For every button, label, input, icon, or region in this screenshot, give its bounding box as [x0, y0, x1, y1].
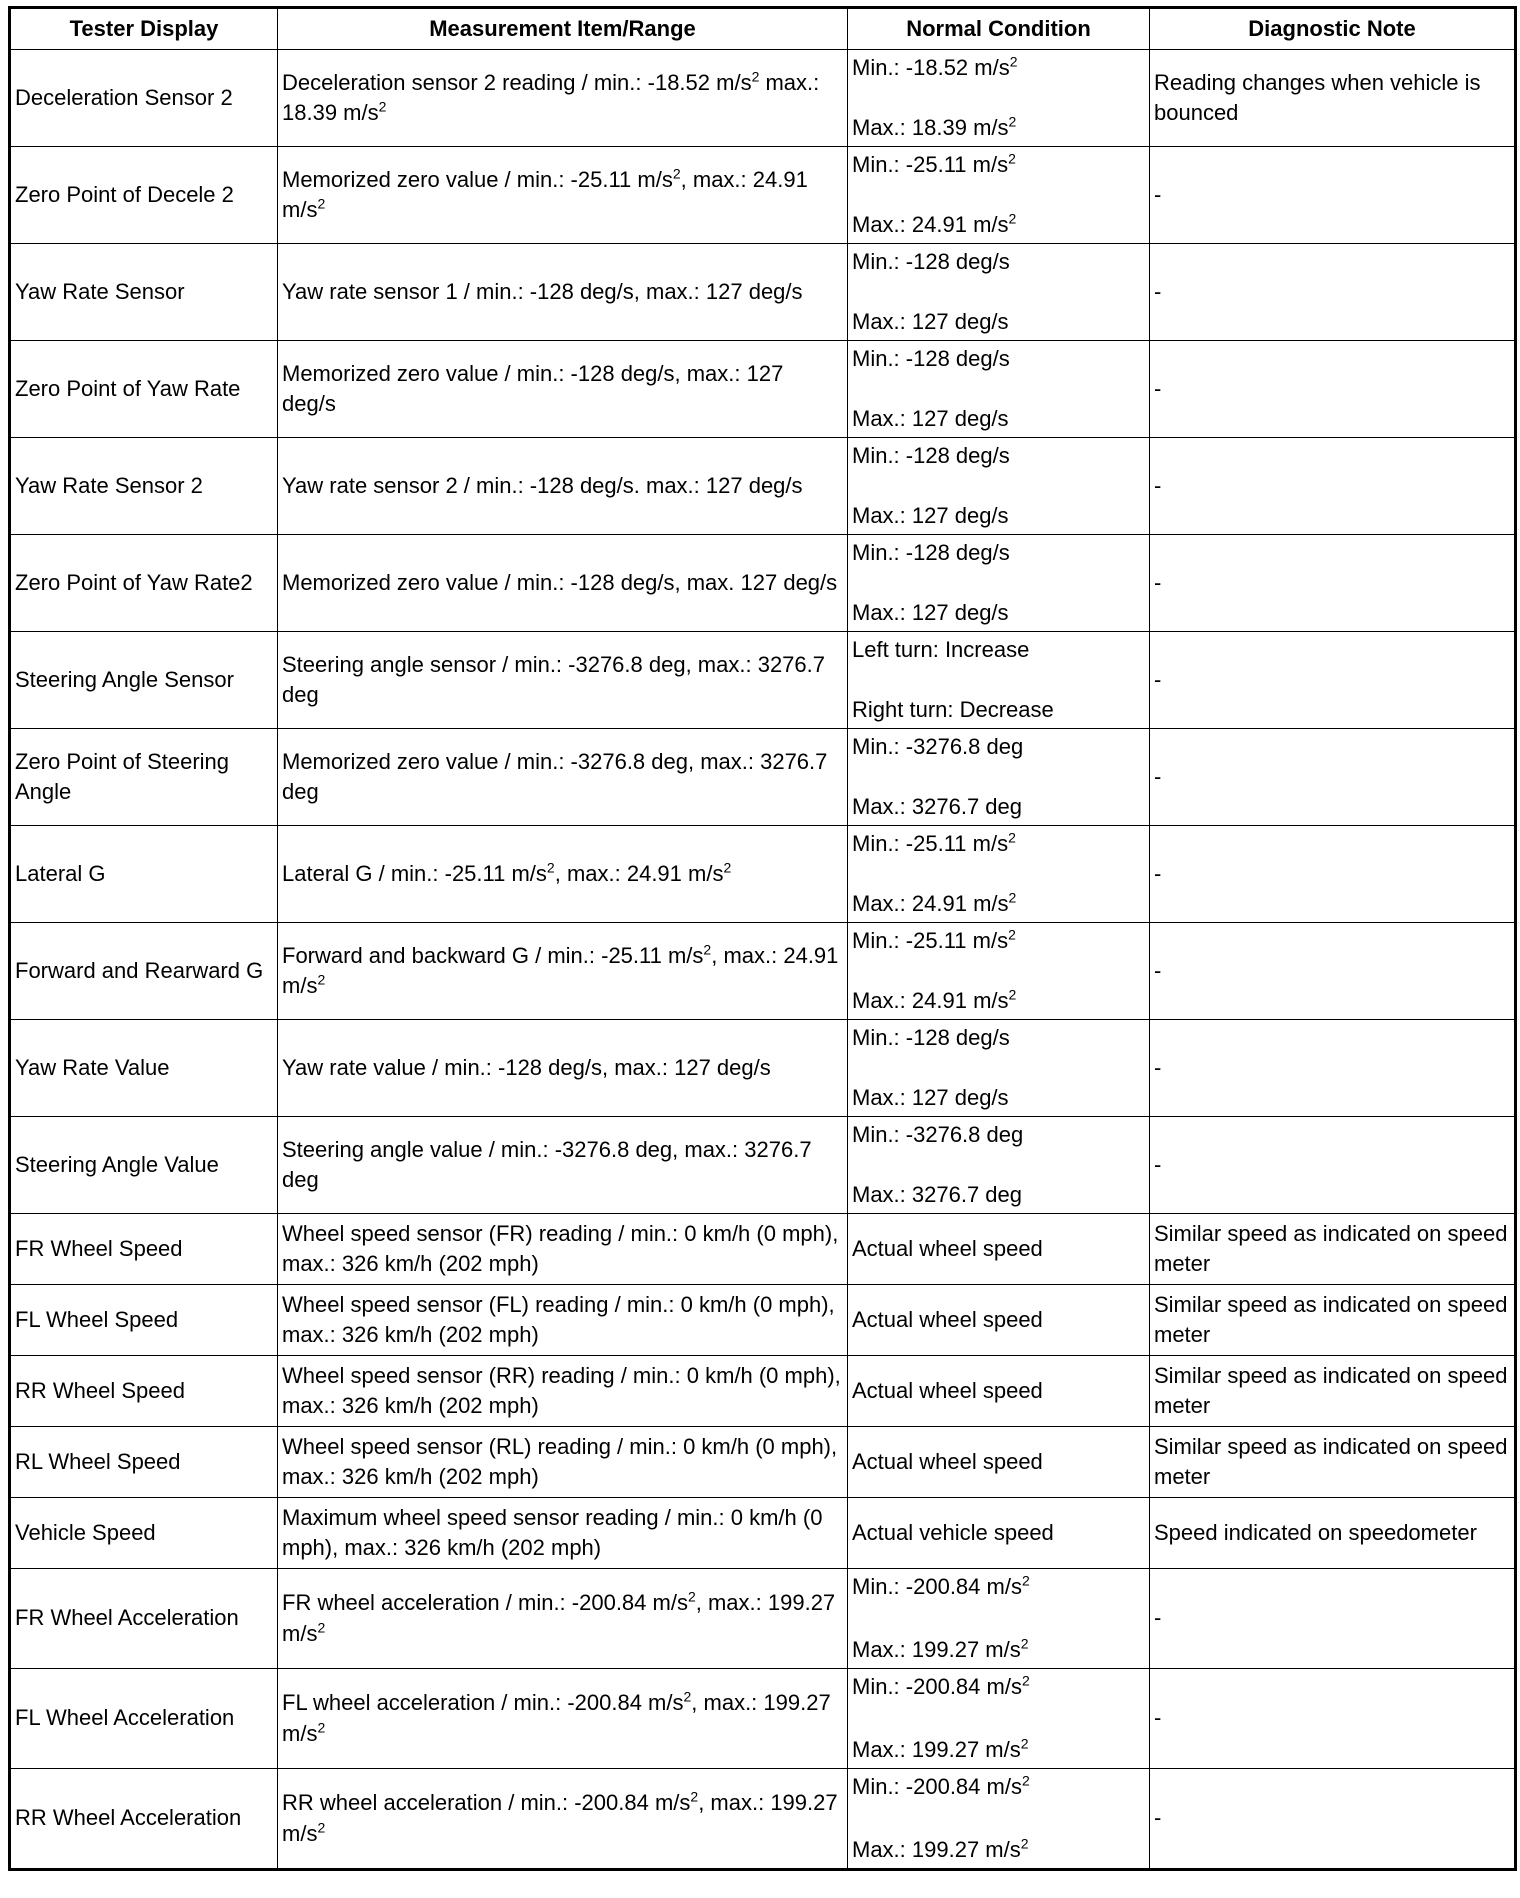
tester-display-cell: Zero Point of Steering Angle: [10, 729, 278, 826]
normal-condition-line: Max.: 127 deg/s: [852, 405, 1009, 431]
table-row: [10, 632, 1516, 729]
table-header: [10, 8, 1516, 50]
diagnostic-note-cell: -: [1150, 244, 1516, 341]
normal-condition-cell: [848, 535, 1150, 632]
measurement-range-cell: Wheel speed sensor (FL) reading / min.: 0 km/h (0 mph), max.: 326 km/h (202 mph): [278, 1285, 848, 1356]
tester-display-cell: Steering Angle Value: [10, 1117, 278, 1214]
normal-condition-line: Min.: -128 deg/s: [852, 249, 1010, 274]
tester-display-cell: Deceleration Sensor 2: [10, 50, 278, 147]
table-row: [10, 535, 1516, 632]
measurement-range-cell: Wheel speed sensor (RR) reading / min.: 0 km/h (0 mph), max.: 326 km/h (202 mph): [278, 1356, 848, 1427]
diagnostic-note-cell: Similar speed as indicated on speed meter: [1150, 1356, 1516, 1427]
normal-condition-line: Min.: -200.84 $m/s^2$: [852, 1572, 1030, 1599]
tester-display-cell: Vehicle Speed: [10, 1498, 278, 1569]
normal-condition-cell: Actual vehicle speed: [848, 1498, 1150, 1569]
table-row: [10, 826, 1516, 923]
table-row: [10, 1020, 1516, 1117]
normal-condition-line: Min.: -3276.8 deg: [852, 1122, 1024, 1147]
measurement-range-cell: Memorized zero value / min.: -3276.8 deg, max.: 3276.7 deg: [278, 729, 848, 826]
measurement-range-cell: RR wheel acceleration / min.: -200.84 $m/s^2$, max.: 199.27 $m/s^2$: [278, 1769, 848, 1870]
table-body: [10, 50, 1516, 1870]
normal-condition-line: Left turn: Increase: [852, 637, 1030, 662]
measurement-range-cell: Memorized zero value / min.: -128 deg/s, max. 127 deg/s: [278, 535, 848, 632]
normal-condition-cell: Actual wheel speed: [848, 1427, 1150, 1498]
normal-condition-cell: [848, 341, 1150, 438]
normal-condition-cell: [848, 438, 1150, 535]
diagnostic-note-cell: -: [1150, 923, 1516, 1020]
normal-condition-cell: Actual wheel speed: [848, 1356, 1150, 1427]
diagnostic-note-cell: Similar speed as indicated on speed meter: [1150, 1427, 1516, 1498]
table-row: [10, 923, 1516, 1020]
tester-display-cell: Steering Angle Sensor: [10, 632, 278, 729]
normal-condition-line: Min.: -18.52 $m/s^2$: [852, 53, 1018, 80]
measurement-range-cell: Yaw rate sensor 2 / min.: -128 deg/s. max.: 127 deg/s: [278, 438, 848, 535]
table-row: [10, 1214, 1516, 1285]
normal-condition-cell: [848, 729, 1150, 826]
normal-condition-cell: [848, 1117, 1150, 1214]
tester-display-cell: RR Wheel Acceleration: [10, 1769, 278, 1870]
diagnostic-note-cell: -: [1150, 1020, 1516, 1117]
diagnostic-note-cell: -: [1150, 147, 1516, 244]
diagnostic-note-cell: -: [1150, 729, 1516, 826]
tester-display-cell: Lateral G: [10, 826, 278, 923]
normal-condition-cell: [848, 1569, 1150, 1669]
normal-condition-cell: [848, 826, 1150, 923]
measurement-range-cell: Memorized zero value / min.: -25.11 $m/s^2$, max.: 24.91 $m/s^2$: [278, 147, 848, 244]
normal-condition-line: Max.: 199.27 $m/s^2$: [852, 1635, 1029, 1663]
measurement-range-cell: Lateral G / min.: -25.11 $m/s^2$, max.: 24.91 $m/s^2$: [278, 826, 848, 923]
tester-display-cell: RL Wheel Speed: [10, 1427, 278, 1498]
normal-condition-line: Min.: -25.11 $m/s^2$: [852, 829, 1016, 856]
table-row: [10, 729, 1516, 826]
normal-condition-line: Min.: -128 deg/s: [852, 346, 1010, 371]
table-row: [10, 1498, 1516, 1569]
measurement-range-cell: Steering angle sensor / min.: -3276.8 deg, max.: 3276.7 deg: [278, 632, 848, 729]
normal-condition-line: Min.: -128 deg/s: [852, 443, 1010, 468]
tester-display-cell: Zero Point of Decele 2: [10, 147, 278, 244]
normal-condition-line: Max.: 127 deg/s: [852, 599, 1009, 625]
table-row: [10, 341, 1516, 438]
diagnostic-note-cell: -: [1150, 1569, 1516, 1669]
table-row: [10, 1669, 1516, 1769]
tester-display-cell: Zero Point of Yaw Rate2: [10, 535, 278, 632]
normal-condition-line: Max.: 3276.7 deg: [852, 793, 1023, 819]
tester-display-cell: FL Wheel Acceleration: [10, 1669, 278, 1769]
normal-condition-cell: [848, 1669, 1150, 1769]
header-measurement-item: Measurement Item/Range: [278, 8, 848, 50]
normal-condition-line: Max.: 3276.7 deg: [852, 1181, 1023, 1207]
table-row: [10, 438, 1516, 535]
tester-display-cell: FR Wheel Speed: [10, 1214, 278, 1285]
header-tester-display: Tester Display: [10, 8, 278, 50]
normal-condition-line: Min.: -3276.8 deg: [852, 734, 1024, 759]
measurement-range-cell: Steering angle value / min.: -3276.8 deg, max.: 3276.7 deg: [278, 1117, 848, 1214]
normal-condition-cell: [848, 1020, 1150, 1117]
normal-condition-line: Min.: -200.84 $m/s^2$: [852, 1772, 1030, 1799]
normal-condition-line: Max.: 18.39 $m/s^2$: [852, 113, 1017, 140]
measurement-range-cell: Yaw rate sensor 1 / min.: -128 deg/s, max.: 127 deg/s: [278, 244, 848, 341]
normal-condition-line: Right turn: Decrease: [852, 696, 1054, 722]
data-monitor-sheet: [8, 6, 1514, 1871]
normal-condition-cell: [848, 244, 1150, 341]
table-row: [10, 1569, 1516, 1669]
normal-condition-line: Min.: -25.11 $m/s^2$: [852, 926, 1016, 953]
normal-condition-cell: [848, 1769, 1150, 1870]
data-list-table: [8, 6, 1517, 1871]
normal-condition-line: Max.: 127 deg/s: [852, 308, 1009, 334]
normal-condition-cell: Actual wheel speed: [848, 1285, 1150, 1356]
normal-condition-line: Max.: 127 deg/s: [852, 1084, 1009, 1110]
table-row: [10, 147, 1516, 244]
tester-display-cell: Yaw Rate Value: [10, 1020, 278, 1117]
tester-display-cell: FL Wheel Speed: [10, 1285, 278, 1356]
normal-condition-line: Max.: 24.91 $m/s^2$: [852, 986, 1017, 1013]
header-row: [10, 8, 1516, 50]
normal-condition-line: Max.: 199.27 $m/s^2$: [852, 1735, 1029, 1763]
diagnostic-note-cell: Speed indicated on speedometer: [1150, 1498, 1516, 1569]
tester-display-cell: Yaw Rate Sensor 2: [10, 438, 278, 535]
measurement-range-cell: Yaw rate value / min.: -128 deg/s, max.: 127 deg/s: [278, 1020, 848, 1117]
normal-condition-cell: [848, 147, 1150, 244]
diagnostic-note-cell: -: [1150, 341, 1516, 438]
normal-condition-line: Max.: 24.91 $m/s^2$: [852, 889, 1017, 916]
diagnostic-note-cell: -: [1150, 1769, 1516, 1870]
measurement-range-cell: Forward and backward G / min.: -25.11 $m/s^2$, max.: 24.91 $m/s^2$: [278, 923, 848, 1020]
measurement-range-cell: FR wheel acceleration / min.: -200.84 $m/s^2$, max.: 199.27 $m/s^2$: [278, 1569, 848, 1669]
tester-display-cell: FR Wheel Acceleration: [10, 1569, 278, 1669]
normal-condition-line: Max.: 24.91 $m/s^2$: [852, 210, 1017, 237]
header-diagnostic-note: Diagnostic Note: [1150, 8, 1516, 50]
table-row: [10, 1285, 1516, 1356]
diagnostic-note-cell: Reading changes when vehicle is bounced: [1150, 50, 1516, 147]
diagnostic-note-cell: -: [1150, 535, 1516, 632]
measurement-range-cell: Wheel speed sensor (RL) reading / min.: 0 km/h (0 mph), max.: 326 km/h (202 mph): [278, 1427, 848, 1498]
normal-condition-cell: [848, 632, 1150, 729]
measurement-range-cell: Deceleration sensor 2 reading / min.: -18.52 $m/s^2$ max.: 18.39 $m/s^2$: [278, 50, 848, 147]
header-normal-condition: Normal Condition: [848, 8, 1150, 50]
normal-condition-line: Min.: -25.11 $m/s^2$: [852, 150, 1016, 177]
normal-condition-cell: [848, 923, 1150, 1020]
table-row: [10, 1769, 1516, 1870]
diagnostic-note-cell: -: [1150, 1669, 1516, 1769]
normal-condition-cell: [848, 50, 1150, 147]
normal-condition-line: Max.: 127 deg/s: [852, 502, 1009, 528]
diagnostic-note-cell: -: [1150, 438, 1516, 535]
measurement-range-cell: FL wheel acceleration / min.: -200.84 $m/s^2$, max.: 199.27 $m/s^2$: [278, 1669, 848, 1769]
diagnostic-note-cell: Similar speed as indicated on speed meter: [1150, 1214, 1516, 1285]
normal-condition-line: Min.: -200.84 $m/s^2$: [852, 1672, 1030, 1699]
table-row: [10, 1427, 1516, 1498]
diagnostic-note-cell: -: [1150, 1117, 1516, 1214]
table-row: [10, 1117, 1516, 1214]
table-row: [10, 50, 1516, 147]
tester-display-cell: Zero Point of Yaw Rate: [10, 341, 278, 438]
diagnostic-note-cell: -: [1150, 826, 1516, 923]
tester-display-cell: RR Wheel Speed: [10, 1356, 278, 1427]
table-row: [10, 1356, 1516, 1427]
measurement-range-cell: Maximum wheel speed sensor reading / min.: 0 km/h (0 mph), max.: 326 km/h (202 mph): [278, 1498, 848, 1569]
normal-condition-line: Max.: 199.27 $m/s^2$: [852, 1835, 1029, 1863]
diagnostic-note-cell: -: [1150, 632, 1516, 729]
tester-display-cell: Yaw Rate Sensor: [10, 244, 278, 341]
normal-condition-line: Min.: -128 deg/s: [852, 540, 1010, 565]
diagnostic-note-cell: Similar speed as indicated on speed meter: [1150, 1285, 1516, 1356]
table-row: [10, 244, 1516, 341]
measurement-range-cell: Memorized zero value / min.: -128 deg/s, max.: 127 deg/s: [278, 341, 848, 438]
normal-condition-cell: Actual wheel speed: [848, 1214, 1150, 1285]
measurement-range-cell: Wheel speed sensor (FR) reading / min.: 0 km/h (0 mph), max.: 326 km/h (202 mph): [278, 1214, 848, 1285]
tester-display-cell: Forward and Rearward G: [10, 923, 278, 1020]
normal-condition-line: Min.: -128 deg/s: [852, 1025, 1010, 1050]
